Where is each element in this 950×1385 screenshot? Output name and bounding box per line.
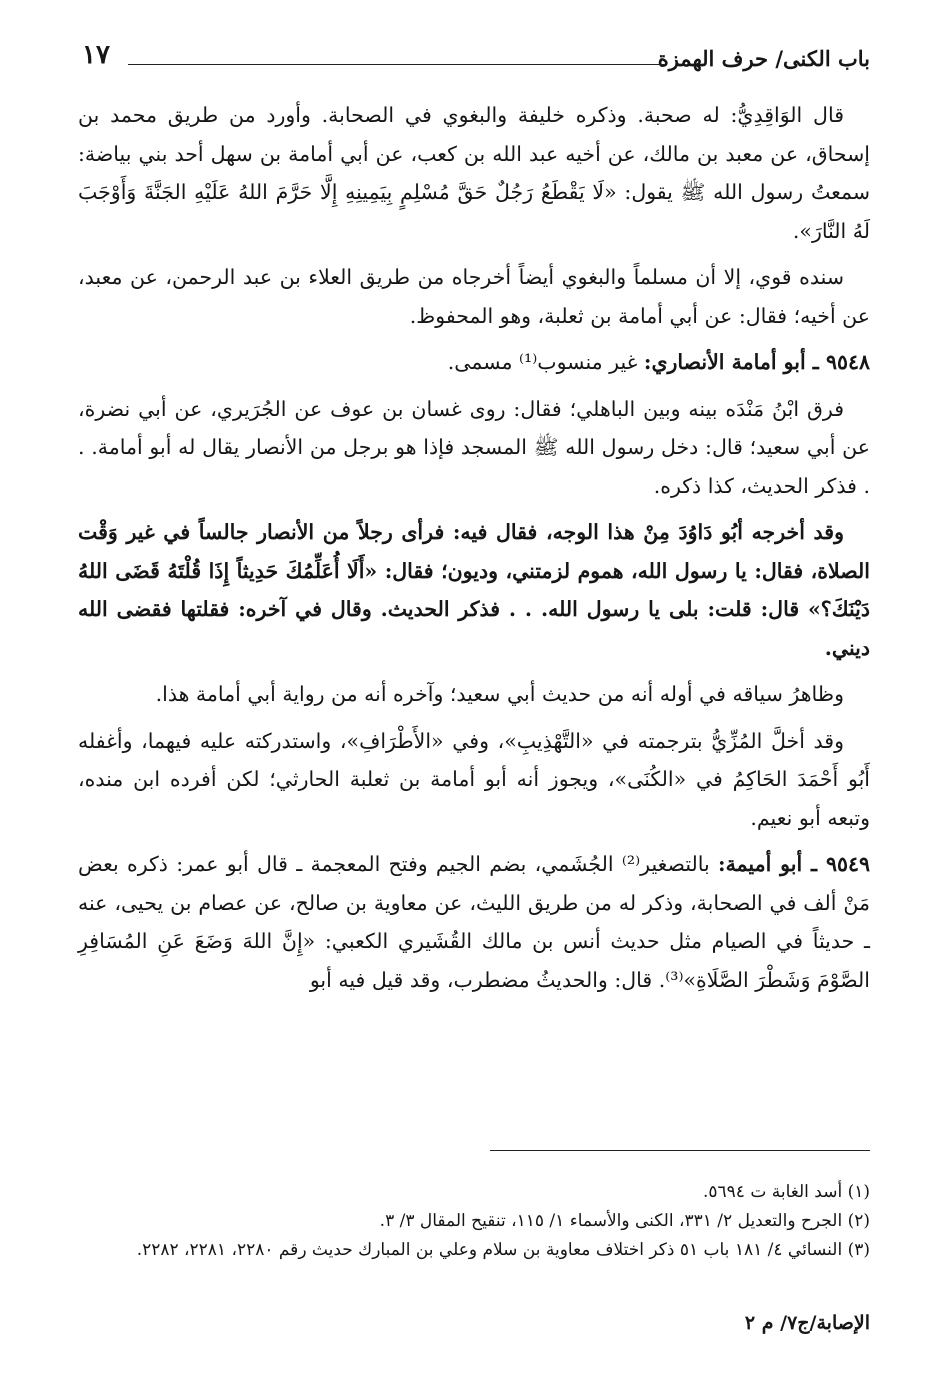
entry-text: غير منسوب⁽¹⁾ مسمى.: [447, 350, 644, 374]
entry-heading: ٩٥٤٩ ـ أبو أميمة:: [718, 852, 870, 876]
paragraph: وظاهرُ سياقه في أوله أنه من حديث أبي سعيد؛ وآخره أنه من رواية أبي أمامة هذا.: [155, 682, 844, 706]
paragraph: وقد أخرجه أبُو دَاوُدَ مِنْ هذا الوجه، فقال فيه: فرأى رجلاً من الأنصار جالساً في غير وَقْت الصلاة، فقال: يا رسول الله، هموم لزمتني، وديون؛ فقال: «أَلَا أُعَلِّمُكَ حَدِيثاً إِذَا قُلْتَهُ قَضَى اللهُ دَيْنَكَ؟» قال: قلت: بلى يا رسول الله. . . فذكر الحديث. وقال في آخره: فقلتها فقضى الله ديني.: [78, 520, 870, 660]
paragraph: وقد أخلَّ المُزِّيُّ بترجمته في «التَّهْذِيبِ»، وفي «الأَطْرَافِ»، واستدركته عليه فيهما، وأغفله أَبُو أَحْمَدَ الحَاكِمُ في «الكُنَى»، ويجوز أنه أبو أمامة بن ثعلبة الحارثي؛ لكن أفرده ابن منده، وتبعه أبو نعيم.: [78, 728, 870, 830]
running-title: باب الكنى/ حرف الهمزة: [657, 46, 870, 71]
signature-mark: الإصابة/ج٧/ م ٢: [744, 1312, 870, 1334]
entry-text: بالتصغير⁽²⁾ الجُشَمي، بضم الجيم وفتح المعجمة ـ قال أبو عمر: ذكره بعض مَنْ ألف في الصحابة، وذكر له من طريق الليث، عن معاوية بن صالح، عن عصام بن يحيى، عنه ـ حديثاً في الصيام مثل حديث أنس بن مالك القُشَيري الكعبي: «إِنَّ اللهَ وَضَعَ عَنِ المُسَافِرِ الصَّوْمَ وَشَطْرَ الصَّلَاةِ»⁽³⁾. قال: والحديثُ مضطرب، وقد قيل فيه أبو: [78, 852, 870, 992]
footnote: (٢) الجرح والتعديل ٢/ ٣٣١، الكنى والأسماء ١/ ١١٥، تنقيح المقال ٣/ ٣.: [379, 1211, 870, 1231]
paragraph: سنده قوي، إلا أن مسلماً والبغوي أيضاً أخرجاه من طريق العلاء بن عبد الرحمن، عن معبد، عن أخيه؛ فقال: عن أبي أمامة بن ثعلبة، وهو المحفوظ.: [78, 265, 870, 328]
header-rule: [128, 64, 665, 65]
main-text: [78, 96, 870, 1007]
entry-heading: ٩٥٤٨ ـ أبو أمامة الأنصاري:: [643, 350, 870, 374]
footnote: (١) أسد الغابة ت ٥٦٩٤.: [703, 1182, 870, 1202]
entry-9549: [78, 845, 870, 999]
entry-9548: [78, 343, 870, 382]
page-number: ١٧: [82, 40, 110, 70]
footnote: (٣) النسائي ٤/ ١٨١ باب ٥١ ذكر اختلاف معاوية بن سلام وعلي بن المبارك حديث رقم ٢٢٨٠، ٢٢٨١، ٢٢٨٢.: [136, 1240, 870, 1260]
paragraph: فرق ابْنُ مَنْدَه بينه وبين الباهلي؛ فقال: روى غسان بن عوف عن الجُرَيري، عن أبي نضرة، عن أبي سعيد؛ قال: دخل رسول الله ﷺ المسجد فإذا هو برجل من الأنصار يقال له أبو أمامة. . . فذكر الحديث، كذا ذكره.: [78, 396, 870, 498]
paragraph: قال الوَاقِدِيُّ: له صحبة. وذكره خليفة والبغوي في الصحابة. وأورد من طريق محمد بن إسحاق، عن معبد بن مالك، عن أخيه عبد الله بن كعب، عن أبي أمامة بن سهل أحد بني بياضة: سمعتُ رسول الله ﷺ يقول: «لَا يَقْطَعُ رَجُلٌ حَقَّ مُسْلِمٍ بِيَمِينِهِ إِلَّا حَرَّمَ اللهُ عَلَيْهِ الجَنَّةَ وَأَوْجَبَ لَهُ النَّارَ».: [78, 103, 870, 243]
footnotes: [78, 1178, 870, 1265]
footnote-rule: [490, 1150, 870, 1151]
